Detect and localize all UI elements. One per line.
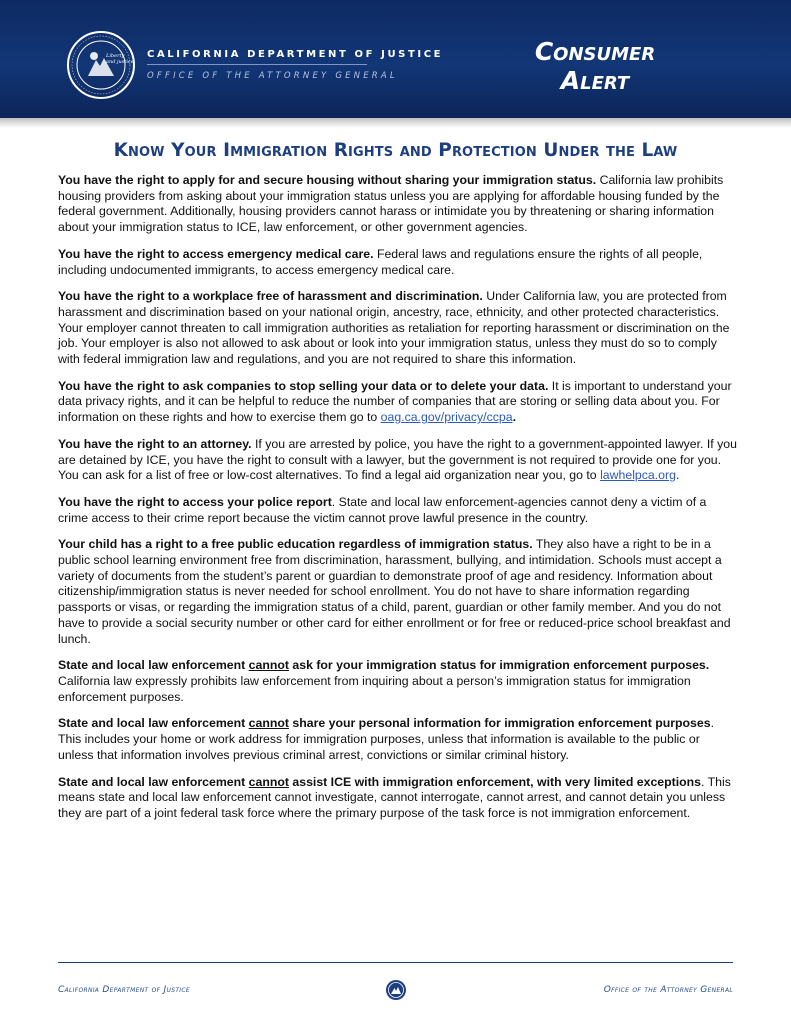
paragraph-personal-info [58, 716, 738, 763]
footer-office: Office of the Attorney General [603, 985, 733, 995]
paragraph-text: California law expressly prohibits law enforcement from inquiring about a person’s immigration status for immigration enforcement purposes. [58, 673, 691, 704]
paragraph-lead [58, 716, 711, 730]
lead-start: State and local law enforcement [58, 658, 249, 673]
paragraph-lead: You have the right to access emergency medical care. [58, 246, 374, 261]
paragraph-police-report [58, 495, 738, 526]
paragraph-text: California law prohibits housing providers from asking about your immigration status unless you are applying for affordable housing funded by the federal government. Additionally, housing providers cannot harass or intimidate you by threatening or sharing information about your immigration status to ICE, law enforcement, or other government agencies. [58, 173, 724, 235]
header-banner [0, 0, 791, 118]
lead-emphasis: cannot [248, 658, 289, 673]
document-body [58, 173, 738, 833]
paragraph-lead: You have the right to a workplace free of harassment and discrimination. [58, 289, 483, 304]
paragraph-text: If you are arrested by police, you have the right to a government-appointed lawyer. If you are detained by ICE, you have the right to consult with a lawyer, but the government is not required to provide one for you. You can ask for a list of free or low-cost alternatives. To find a legal aid organization near you, go to [58, 436, 737, 483]
lead-end: assist ICE with immigration enforcement, with very limited exceptions [288, 774, 702, 789]
paragraph-status-inquiry [58, 658, 738, 705]
paragraph-lead [58, 775, 701, 789]
paragraph-lead: You have the right to access your police report [58, 494, 332, 509]
svg-text:Liberty: Liberty [106, 53, 125, 59]
paragraph-text: . This means state and local law enforcement cannot investigate, cannot interrogate, cannot arrest, and cannot detain you unless they are part of a joint federal task force where the primary purpose of the task force is not immigration enforcement. [58, 774, 731, 820]
alert-line-2: Alert [560, 66, 630, 95]
paragraph-lead [58, 658, 709, 672]
svg-text:and justice: and justice [106, 59, 134, 65]
paragraph-lead: Your child has a right to a free public education regardless of immigration status. [58, 537, 533, 552]
paragraph-text: . State and local law enforcement-agencies cannot deny a victim of a crime access to their crime report because the victim cannot prove lawful presence in the country. [58, 494, 707, 525]
footer-seal-logo [385, 979, 407, 1001]
paragraph-text: Federal laws and regulations ensure the rights of all people, including undocumented immigrants, to access emergency medical care. [58, 246, 703, 277]
footer-divider [58, 962, 733, 963]
paragraph-workplace [58, 289, 738, 368]
paragraph-ice-assist [58, 775, 738, 822]
paragraph-text: It is important to understand your data privacy rights, and it can be helpful to reduce the number of companies that are storing or selling data about you. For information on these rights and how to exercise them go to [58, 378, 732, 425]
department-name: CALIFORNIA DEPARTMENT OF JUSTICE [147, 49, 444, 60]
office-name: OFFICE OF THE ATTORNEY GENERAL [147, 71, 398, 81]
paragraph-lead: You have the right to an attorney. [58, 436, 252, 451]
lead-emphasis: cannot [248, 774, 289, 789]
department-divider [147, 64, 367, 65]
alert-line-1: Consumer [534, 37, 656, 66]
paragraph-data-privacy [58, 379, 738, 426]
page-title: Know Your Immigration Rights and Protection Under the Law [113, 140, 678, 161]
banner-shadow [0, 118, 791, 128]
lawhelp-link[interactable]: lawhelpca.org [600, 468, 676, 483]
lead-end: ask for your immigration status for immigration enforcement purposes. [288, 658, 710, 673]
paragraph-end: . [512, 410, 516, 425]
footer-department: California Department of Justice [58, 985, 190, 995]
paragraph-medical [58, 247, 738, 278]
lead-start: State and local law enforcement [58, 774, 249, 789]
lead-end: share your personal information for immigration enforcement purposes [288, 716, 711, 731]
paragraph-text: . This includes your home or work address for immigration purposes, unless that information is available to the public or unless that information involves previous criminal arrest, convictions or similar criminal history. [58, 716, 714, 762]
lead-start: State and local law enforcement [58, 716, 249, 731]
paragraph-lead: You have the right to apply for and secure housing without sharing your immigration status. [58, 173, 597, 187]
paragraph-text: They also have a right to be in a public school learning environment free from discrimination, harassment, bullying, and intimidation. Schools must accept a variety of documents from the student’s parent or guardian to demonstrate proof of age and residency. Information about citizenship/immigration status is never needed for school enrollment. You do not have to share information regarding passports or visas, or regarding the immigration status of a child, parent, guardian or other family member. And you do not have to provide a social security number or other card for either enrollment or for free or reduced-price school breakfast and lunch. [58, 537, 731, 646]
state-seal-logo [66, 30, 136, 100]
ccpa-link[interactable]: oag.ca.gov/privacy/ccpa [380, 410, 513, 425]
paragraph-text: Under California law, you are protected from harassment and discrimination based on your national origin, ancestry, race, ethnicity, and other protected characteristics. Your employer cannot threaten to call immigration authorities as retaliation for reporting harassment or discrimination on the job. Your employer is also not allowed to ask about or look into your immigration status, unless they must do so to comply with federal immigration law and regulations, and you are not required to share this information. [58, 289, 730, 367]
paragraph-education [58, 537, 738, 647]
paragraph-lead: You have the right to ask companies to stop selling your data or to delete your data. [58, 378, 549, 393]
paragraph-end: . [675, 468, 680, 483]
paragraph-attorney [58, 437, 738, 484]
paragraph-housing [58, 173, 738, 236]
consumer-alert-heading [480, 37, 710, 95]
lead-emphasis: cannot [248, 716, 289, 731]
